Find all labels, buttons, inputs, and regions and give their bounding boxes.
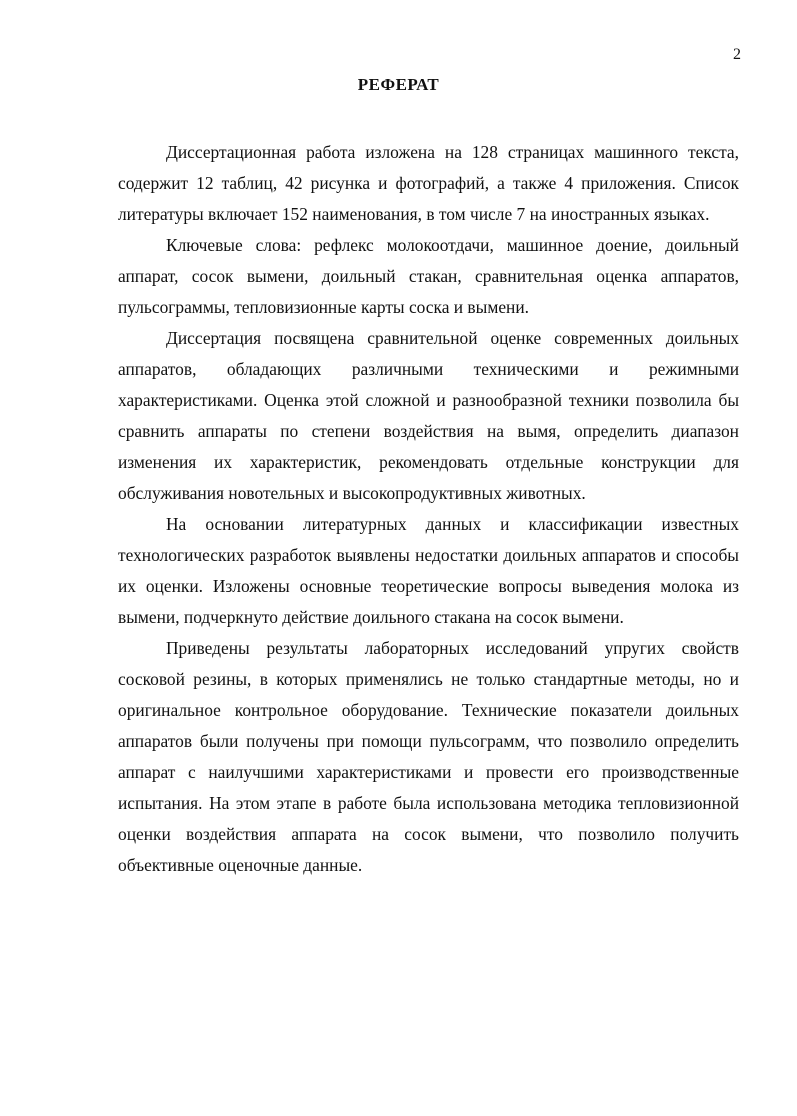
paragraph-keywords: Ключевые слова: рефлекс молокоотдачи, машинное доение, доильный аппарат, сосок вымени, доильный стакан, сравнительная оценка аппаратов, пульсограммы, тепловизионные карты соска и вымени.	[118, 235, 739, 317]
page-number: 2	[733, 46, 741, 63]
page-title: РЕФЕРАТ	[357, 75, 440, 94]
paragraph-purpose: Диссертация посвящена сравнительной оценке современных доильных аппаратов, обладающих различными техническими и режимными характеристиками. Оценка этой сложной и разнообразной техники позволила бы сравнить аппараты по степени воздействия на вымя, определить диапазон изменения их характеристик, рекомендовать отдельные конструкции для обслуживания новотельных и высокопродуктивных животных.	[118, 328, 739, 503]
paragraph-volume: Диссертационная работа изложена на 128 страницах машинного текста, содержит 12 таблиц, 42 рисунка и фотографий, а также 4 приложения. Список литературы включает 152 наименования, в том числе 7 на иностранных языках.	[118, 142, 739, 224]
paragraph-results: Приведены результаты лабораторных исследований упругих свойств сосковой резины, в которых применялись не только стандартные методы, но и оригинальное контрольное оборудование. Технические показатели доильных аппаратов были получены при помощи пульсограмм, что позволило определить аппарат с наилучшими характеристиками и провести его производственные испытания. На этом этапе в работе была использована методика тепловизионной оценки воздействия аппарата на сосок вымени, что позволило получить объективные оценочные данные.	[118, 638, 739, 875]
abstract-body	[118, 137, 739, 881]
paragraph-literature-review: На основании литературных данных и классификации известных технологических разработок выявлены недостатки доильных аппаратов и способы их оценки. Изложены основные теоретические вопросы выведения молока из вымени, подчеркнуто действие доильного стакана на сосок вымени.	[118, 514, 739, 627]
